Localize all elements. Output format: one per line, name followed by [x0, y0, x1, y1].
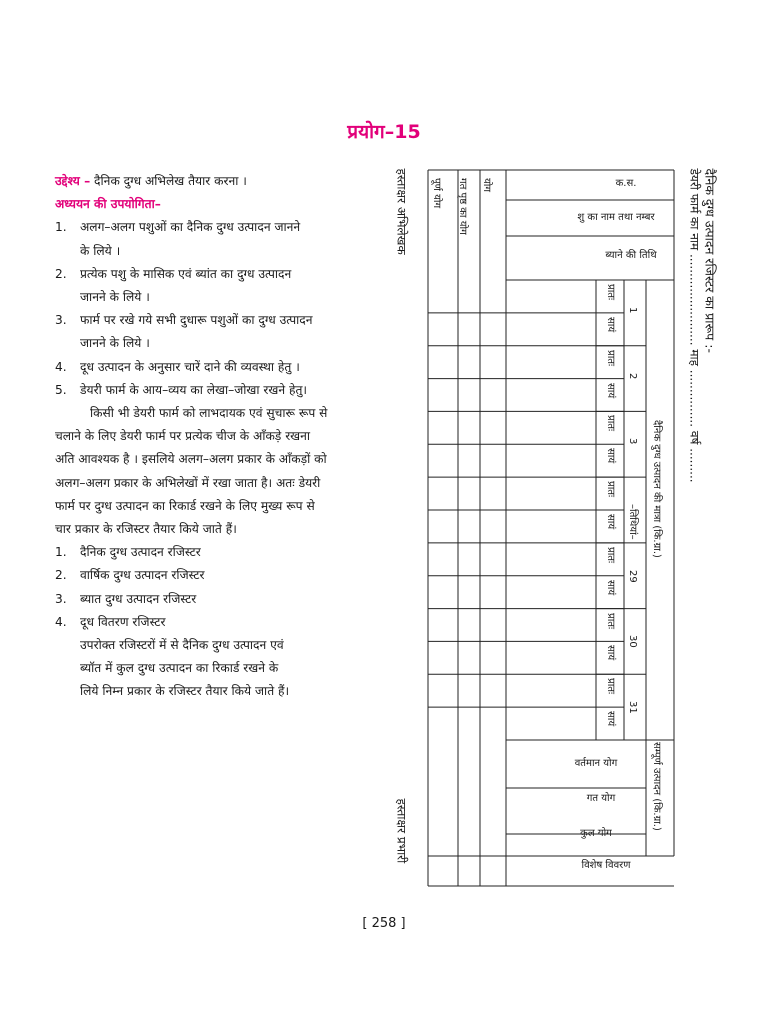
utility-item-text	[80, 379, 377, 402]
day-number: 2	[627, 372, 638, 379]
utility-item-number: 2.	[55, 266, 67, 281]
paragraph-line: चार प्रकार के रजिस्टर तैयार किये जाते हैं।	[55, 522, 237, 537]
utility-item-line: दूध उत्पादन के अनुसार चारें दाने की व्यवस्था हेतु ।	[80, 359, 300, 374]
register-number: 2.	[55, 568, 67, 583]
form-farm-line: डेयरी फार्म का नाम ........................ माह ............... वर्ष .........	[687, 168, 702, 483]
register-number: 1.	[55, 545, 67, 560]
objective-text: दैनिक दुग्ध अभिलेख तैयार करना ।	[94, 174, 247, 188]
morning-label: प्रातः	[605, 284, 616, 300]
utility-item-number: 5.	[55, 382, 67, 397]
morning-label: प्रातः	[605, 546, 616, 563]
day-number: 30	[627, 635, 638, 649]
header-calving-date: ब्याने की तिथि	[605, 250, 657, 261]
register-item	[55, 564, 377, 587]
page-number: [ 258 ]	[362, 916, 406, 931]
closing-line: उपरोक्त रजिस्टरों में से दैनिक दुग्ध उत्पादन एवं	[80, 638, 284, 653]
daily-group-label: दैनिक दुग्ध उत्पादन की मात्रा (कि.ग्रा.)	[651, 420, 662, 558]
col-prev-page-total: गत पृष्ठ का योग	[457, 178, 468, 235]
evening-label: सायं	[605, 448, 616, 464]
register-number: 4.	[55, 614, 67, 629]
register-list	[55, 541, 377, 634]
closing-paragraph	[55, 634, 377, 704]
evening-label: सायं	[605, 514, 616, 530]
utility-item-text	[80, 309, 377, 355]
day-number: 29	[627, 569, 638, 583]
register-item	[55, 611, 377, 634]
utility-heading: अध्ययन की उपयोगिता–	[55, 197, 161, 212]
utility-item-line: फार्म पर रखे गये सभी दुधारू पशुओं का दुग्ध उत्पादन	[80, 313, 313, 328]
utility-item-line: जानने के लिये ।	[80, 290, 150, 305]
objective-label: उद्देश्य –	[55, 174, 91, 188]
paragraph-line: चलाने के लिए डेयरी फार्म पर प्रत्येक चीज के आँकड़े रखना	[55, 429, 311, 444]
day-number: 31	[627, 701, 638, 714]
utility-item-line: डेयरी फार्म के आय–व्यय का लेखा–जोखा रखने हेतु।	[80, 382, 308, 397]
paragraph-line: अलग–अलग प्रकार के अभिलेखों में रखा जाता है। अतः डेयरी	[55, 475, 321, 490]
evening-label: सायं	[605, 645, 616, 661]
day-number: –तिथियां–	[627, 504, 638, 540]
utility-item	[55, 309, 377, 355]
register-text: ब्यात दुग्ध उत्पादन रजिस्टर	[80, 591, 197, 606]
total-previous: गत योग	[586, 793, 616, 804]
header-animal-name: शु का नाम तथा नम्बर	[577, 212, 655, 223]
utility-item-number: 4.	[55, 359, 67, 374]
form-title: दैनिक दुग्ध उत्पादन रजिस्टर का प्रारूप :-	[702, 168, 718, 353]
total-current: वर्तमान योग	[574, 758, 618, 769]
utility-item	[55, 379, 377, 402]
register-text: दूध वितरण रजिस्टर	[80, 614, 166, 629]
remarks-label: विशेष विवरण	[581, 860, 631, 871]
utility-item-text	[80, 356, 377, 379]
register-item	[55, 541, 377, 564]
signature-recorder: हस्ताक्षर अभिलेखक	[394, 168, 409, 255]
col-total: योग	[481, 178, 492, 193]
paragraph-line: किसी भी डेयरी फार्म को लाभदायक एवं सुचारू रूप से	[90, 406, 328, 421]
objective-line	[55, 170, 377, 193]
day-number: 3	[627, 438, 638, 445]
register-text: वार्षिक दुग्ध उत्पादन रजिस्टर	[80, 568, 205, 583]
utility-item-line: प्रत्येक पशु के मासिक एवं ब्यांत का दुग्ध उत्पादन	[80, 266, 292, 281]
utility-item-text	[80, 216, 377, 262]
morning-label: प्रातः	[605, 415, 616, 432]
col-full-total: पूर्ण योग	[431, 178, 442, 209]
register-form-table	[428, 170, 674, 886]
paragraph-line: अति आवश्यक है । इसलिये अलग–अलग प्रकार के आँकड़ों को	[55, 452, 327, 467]
page-title: प्रयोग–15	[347, 121, 421, 143]
closing-line: ब्यॉत में कुल दुग्ध उत्पादन का रिकार्ड रखने के	[80, 661, 279, 676]
register-text: दैनिक दुग्ध उत्पादन रजिस्टर	[80, 545, 201, 560]
day-number: 1	[627, 306, 638, 314]
evening-label: सायं	[605, 711, 616, 727]
morning-label: प्रातः	[605, 678, 616, 695]
total-grand: कुल योग	[580, 828, 612, 839]
utility-item-text	[80, 263, 377, 309]
paragraph-line: फार्म पर दुग्ध उत्पादन का रिकार्ड रखने के लिए मुख्य रूप से	[55, 498, 315, 513]
utility-list	[55, 216, 377, 402]
utility-item	[55, 263, 377, 309]
morning-label: प्रातः	[605, 612, 616, 629]
signature-incharge: हस्ताक्षर प्रभारी	[394, 798, 409, 864]
utility-item-line: अलग–अलग पशुओं का दैनिक दुग्ध उत्पादन जानने	[80, 220, 301, 235]
utility-item-line: के लिये ।	[80, 243, 121, 258]
utility-item-line: जानने के लिये ।	[80, 336, 150, 351]
register-item	[55, 588, 377, 611]
left-column	[55, 170, 377, 704]
morning-label: प्रातः	[605, 481, 616, 498]
utility-item-number: 3.	[55, 313, 67, 328]
header-serial: क.स.	[615, 178, 637, 189]
register-number: 3.	[55, 591, 67, 606]
evening-label: सायं	[605, 382, 616, 398]
evening-label: सायं	[605, 579, 616, 595]
total-group-label: सम्पूर्ण उत्पादन (कि.ग्रा.)	[651, 742, 662, 831]
utility-item-number: 1.	[55, 220, 67, 235]
closing-line: लिये निम्न प्रकार के रजिस्टर तैयार किये जाते हैं।	[80, 684, 290, 699]
evening-label: सायं	[605, 316, 616, 332]
utility-item	[55, 356, 377, 379]
morning-label: प्रातः	[605, 349, 616, 366]
utility-item	[55, 216, 377, 262]
intro-paragraph	[55, 402, 377, 541]
